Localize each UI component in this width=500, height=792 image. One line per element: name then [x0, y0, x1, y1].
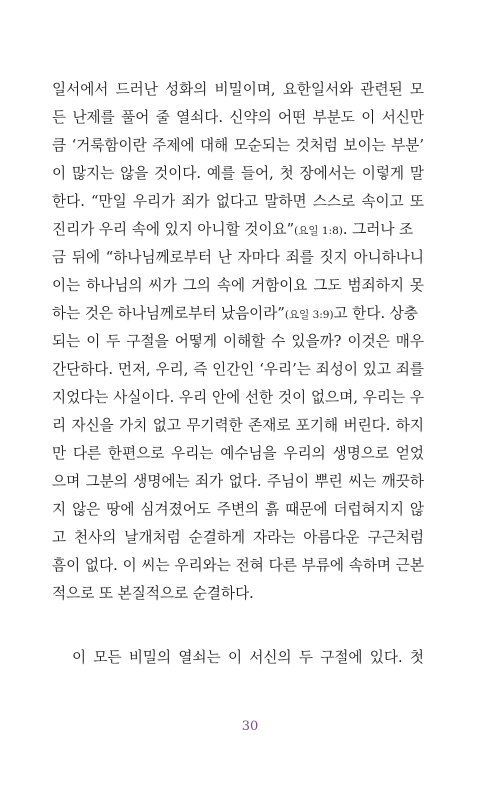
page-number: 30: [241, 719, 259, 734]
text-line-2: 든 난제를 풀어 줄 열쇠다. 신약의 어떤 부분도 이 서신만: [52, 109, 424, 126]
text-line-1: 일서에서 드러난 성화의 비밀이며, 요한일서와 관련된 모: [52, 81, 424, 98]
text-line-5: 한다. “만일 우리가 죄가 없다고 말하면 스스로 속이고 또: [52, 193, 424, 210]
text-line-6-tail: . 그러나 조: [342, 221, 414, 238]
text-line-17: 고 천사의 날개처럼 순결하게 자라는 아름다운 구근처럼: [52, 529, 424, 546]
text-line-9-tail: 고 한다. 상충: [333, 305, 418, 322]
text-line-4: 이 많지는 않을 것이다. 예를 들어, 첫 장에서는 이렇게 말: [52, 165, 424, 182]
text-line-12: 지었다는 사실이다. 우리 안에 선한 것이 없으며, 우리는 우: [52, 389, 424, 406]
paragraph-2-line-1: 이 모든 비밀의 열쇠는 이 서신의 두 구절에 있다. 첫: [72, 649, 424, 666]
text-line-9-main: 하는 것은 하나님께로부터 났음이라”: [52, 305, 285, 322]
text-line-11: 간단하다. 먼저, 우리, 즉 인간인 ‘우리’는 죄성이 있고 죄를: [52, 361, 424, 378]
text-line-19: 적으로 또 본질적으로 순결하다.: [52, 585, 254, 602]
text-line-13: 리 자신을 가치 없고 무기력한 존재로 포기해 버린다. 하지: [52, 417, 424, 434]
text-line-6: [52, 220, 424, 240]
text-line-8: 이는 하나님의 씨가 그의 속에 거함이요 그도 범죄하지 못: [52, 277, 424, 294]
bible-reference-1: (요일 1:8): [294, 225, 343, 237]
text-line-6-main: 진리가 우리 속에 있지 아니할 것이요”: [52, 221, 295, 238]
text-line-7: 금 뒤에 “하나님께로부터 난 자마다 죄를 짓지 아니하나니: [52, 249, 424, 266]
text-line-15: 으며 그분의 생명에는 죄가 없다. 주님이 뿌린 씨는 깨끗하: [52, 473, 424, 490]
text-line-18: 흠이 없다. 이 씨는 우리와는 전혀 다른 부류에 속하며 근본: [52, 557, 424, 574]
text-line-9: [52, 304, 424, 324]
text-line-14: 만 다른 한편으로 우리는 예수님을 우리의 생명으로 얻었: [52, 445, 424, 462]
text-line-10: 되는 이 두 구절을 어떻게 이해할 수 있을까? 이것은 매우: [52, 333, 424, 350]
text-line-3: 큼 ‘거룩함이란 주제에 대해 모순되는 것처럼 보이는 부분’: [52, 137, 424, 154]
text-line-16: 지 않은 땅에 심겨졌어도 주변의 흙 때문에 더럽혀지지 않: [52, 501, 424, 518]
bible-reference-2: (요일 3:9): [284, 309, 334, 321]
